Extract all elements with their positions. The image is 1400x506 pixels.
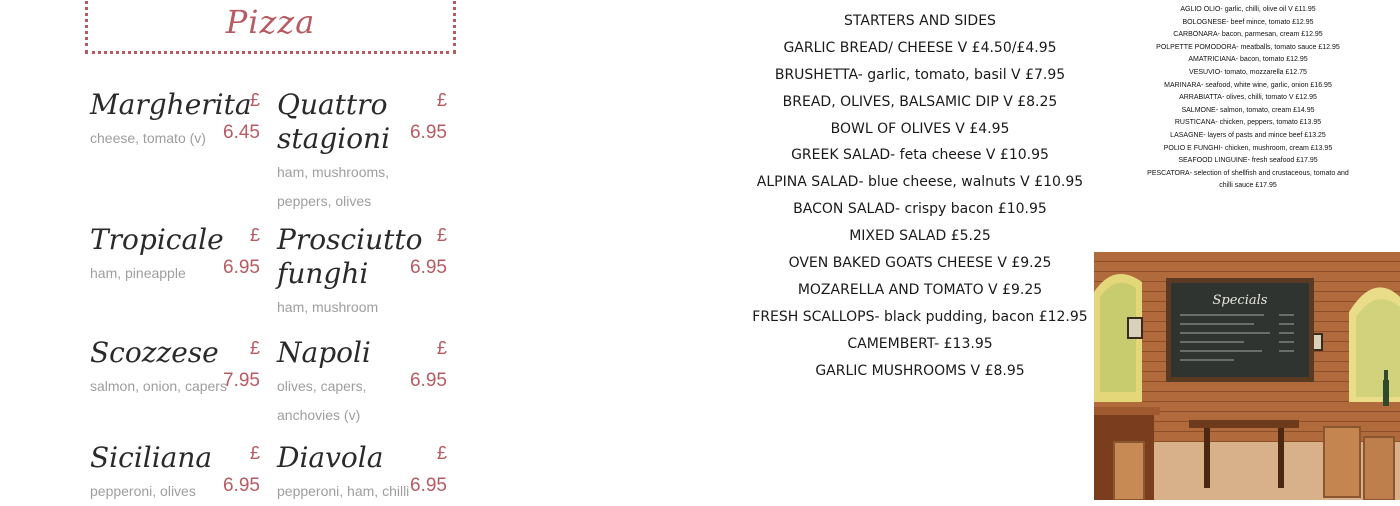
pizza-item-margherita xyxy=(90,88,260,153)
pizza-name: Siciliana xyxy=(90,441,213,474)
pizza-item-scozzese xyxy=(90,336,260,401)
pasta-item: POLIO E FUNGHI- chicken, mushroom, cream £13.95 xyxy=(1163,144,1333,152)
starter-item: BRUSHETTA- garlic, tomato, basil V £7.95 xyxy=(774,66,1066,83)
currency-symbol: £ xyxy=(436,225,447,245)
pizza-name: Diavola xyxy=(277,441,384,474)
starter-item: MOZARELLA AND TOMATO V £9.25 xyxy=(797,281,1043,298)
restaurant-interior-image xyxy=(1094,252,1400,500)
pizza-desc: salmon, onion, capers xyxy=(90,378,227,394)
pizza-price: 6.95 xyxy=(410,122,447,143)
pizza-price: 6.95 xyxy=(410,257,447,278)
pizza-name: Margherita xyxy=(90,88,252,121)
starter-item: GREEK SALAD- feta cheese V £10.95 xyxy=(791,147,1049,164)
starter-item: FRESH SCALLOPS- black pudding, bacon £12.95 xyxy=(752,308,1088,325)
pizza-name: Tropicale xyxy=(90,223,224,256)
pizza-name: Scozzese xyxy=(90,336,219,369)
pizza-item-tropicale xyxy=(90,223,260,288)
starter-item: GARLIC MUSHROOMS V £8.95 xyxy=(815,362,1025,379)
starter-item: ALPINA SALAD- blue cheese, walnuts V £10.95 xyxy=(756,174,1084,191)
starter-item: CAMEMBERT- £13.95 xyxy=(847,335,993,352)
currency-symbol: £ xyxy=(436,90,447,110)
pasta-item: MARINARA- seafood, white wine, garlic, onion £16.95 xyxy=(1164,81,1332,89)
pizza-desc: pepperoni, ham, chilli xyxy=(277,483,410,499)
currency-symbol: £ xyxy=(436,443,447,463)
starter-item: BOWL OF OLIVES V £4.95 xyxy=(830,120,1010,137)
currency-symbol: £ xyxy=(249,90,260,110)
pizza-name: Prosciutto funghi xyxy=(277,223,423,290)
currency-symbol: £ xyxy=(249,443,260,463)
pizza-title-box xyxy=(85,0,456,54)
pizza-price: 7.95 xyxy=(223,370,260,391)
starter-item: BREAD, OLIVES, BALSAMIC DIP V £8.25 xyxy=(782,93,1058,110)
pizza-name: Quattro stagioni xyxy=(277,88,391,155)
pasta-item: PESCATORA- selection of shellfish and crustaceous, tomato and chilli sauce £17.95 xyxy=(1147,169,1349,190)
pasta-item: SEAFOOD LINGUINE- fresh seafood £17.95 xyxy=(1178,157,1318,165)
pizza-item-napoli xyxy=(277,336,447,430)
specials-board-title: Specials xyxy=(1212,293,1268,308)
pizza-name: Napoli xyxy=(277,336,371,369)
starter-item: BACON SALAD- crispy bacon £10.95 xyxy=(793,201,1047,218)
pizza-desc: ham, mushroom xyxy=(277,299,379,315)
currency-symbol: £ xyxy=(249,338,260,358)
pizza-desc: ham, pineapple xyxy=(90,265,186,281)
pasta-item: POLPETTE POMODORA- meatballs, tomato sauce £12.95 xyxy=(1156,43,1340,51)
restaurant-photo xyxy=(1094,252,1400,500)
pizza-title: Pizza xyxy=(225,3,316,41)
pizza-item-diavola xyxy=(277,441,447,506)
pasta-item: SALMONE- salmon, tomato, cream £14.95 xyxy=(1181,106,1315,114)
pasta-item: BOLOGNESE- beef mince, tomato £12.95 xyxy=(1182,18,1314,26)
pasta-item: VESUVIO- tomato, mozzarella £12.75 xyxy=(1189,68,1307,76)
starter-item: MIXED SALAD £5.25 xyxy=(849,228,991,245)
pasta-list xyxy=(1110,4,1386,193)
pasta-item: CARBONARA- bacon, parmesan, cream £12.95 xyxy=(1173,31,1323,39)
pizza-price: 6.95 xyxy=(223,475,260,496)
pizza-price: 6.95 xyxy=(223,257,260,278)
starter-item: OVEN BAKED GOATS CHEESE V £9.25 xyxy=(788,255,1052,272)
pizza-desc: cheese, tomato (v) xyxy=(90,130,206,146)
pizza-item-quattro-stagioni xyxy=(277,88,447,216)
pizza-desc: olives, capers, anchovies (v) xyxy=(277,378,367,423)
pizza-price: 6.95 xyxy=(410,475,447,496)
pizza-desc: ham, mushrooms, peppers, olives xyxy=(277,164,390,209)
starter-item: GARLIC BREAD/ CHEESE V £4.50/£4.95 xyxy=(783,39,1057,56)
pasta-item: LASAGNE- layers of pasts and mince beef £13.25 xyxy=(1170,131,1326,139)
pizza-price: 6.45 xyxy=(223,122,260,143)
currency-symbol: £ xyxy=(249,225,260,245)
pasta-item: ARRABIATTA- olives, chilli, tomato V £12.95 xyxy=(1179,94,1317,102)
pizza-price: 6.95 xyxy=(410,370,447,391)
starters-heading: STARTERS AND SIDES xyxy=(844,13,996,29)
currency-symbol: £ xyxy=(436,338,447,358)
pasta-item: RUSTICANA- chicken, peppers, tomato £13.95 xyxy=(1174,119,1322,127)
pizza-item-prosciutto-funghi xyxy=(277,223,447,322)
pasta-item: AMATRICIANA- bacon, tomato £12.95 xyxy=(1188,56,1308,64)
pasta-item: AGLIO OLIO- garlic, chilli, olive oil V £11.95 xyxy=(1180,6,1316,13)
pizza-desc: pepperoni, olives xyxy=(90,483,196,499)
pizza-item-siciliana xyxy=(90,441,260,506)
